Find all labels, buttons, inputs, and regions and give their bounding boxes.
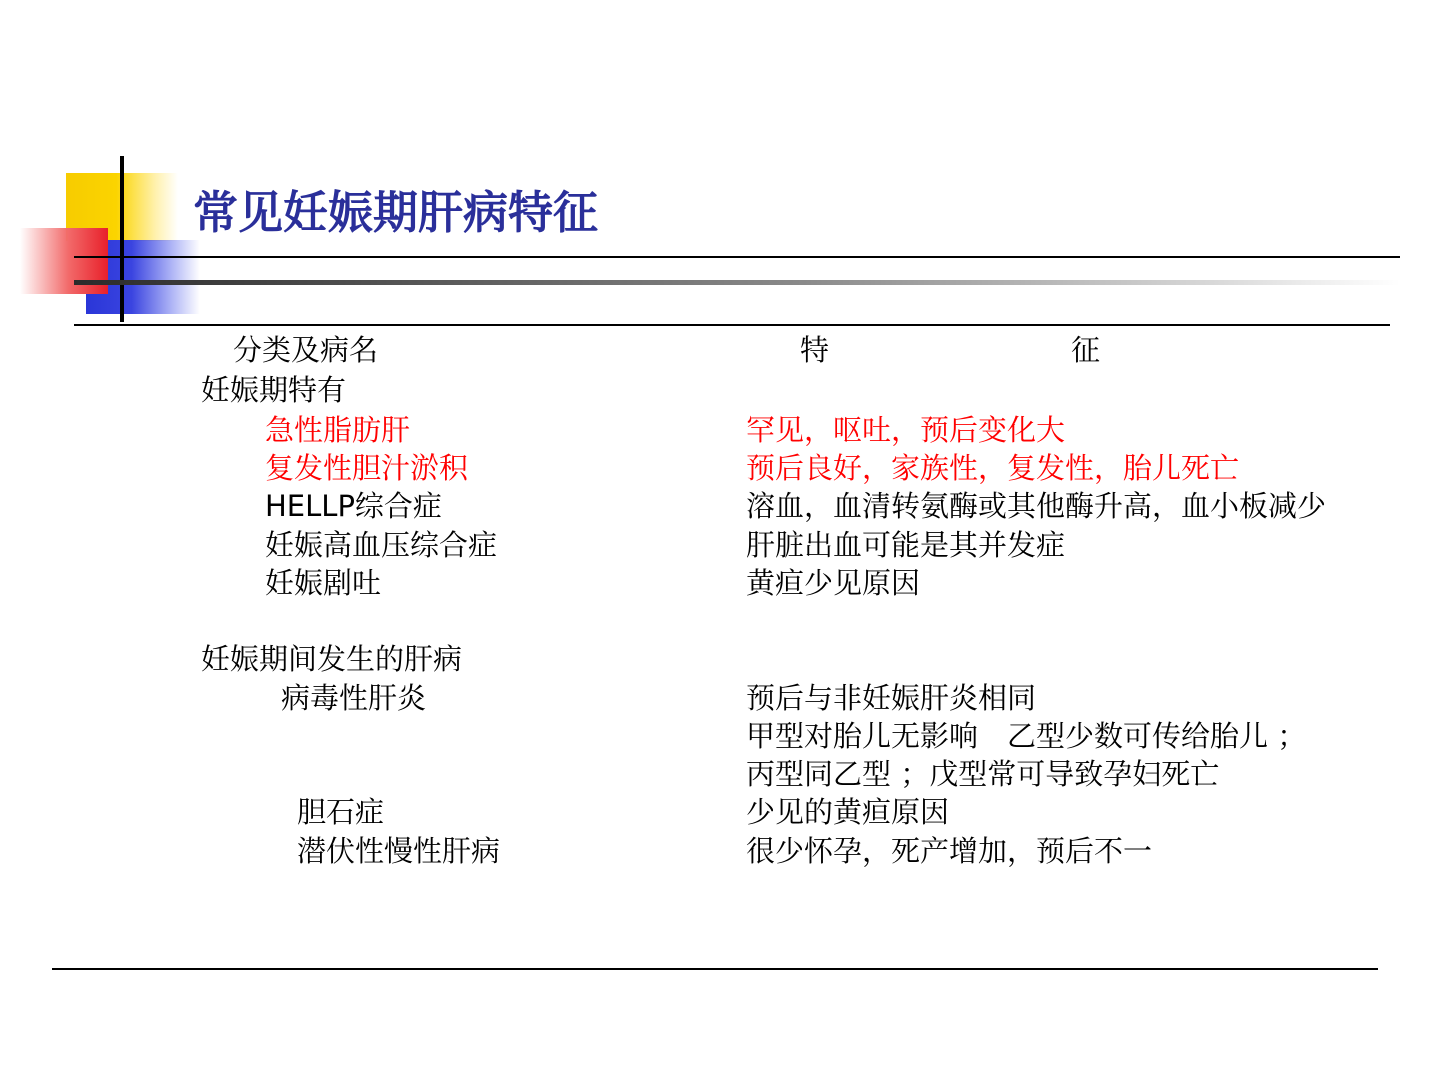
disease-name: 潜伏性慢性肝病 <box>297 834 501 868</box>
slide-title: 常见妊娠期肝病特征 <box>193 186 599 239</box>
disease-feature: 肝脏出血可能是其并发症 <box>746 528 1066 562</box>
group-heading: 妊娠期间发生的肝病 <box>201 642 463 676</box>
disease-name: 胆石症 <box>297 795 385 829</box>
title-underline <box>74 256 1400 258</box>
disease-feature: 预后与非妊娠肝炎相同 <box>746 681 1037 715</box>
table-bottom-rule <box>52 968 1378 970</box>
header-category: 分类及病名 <box>233 333 379 367</box>
disease-feature: 罕见，呕吐，预后变化大 <box>746 413 1066 447</box>
header-feature-a: 特 <box>800 333 830 367</box>
gradient-divider <box>74 280 1400 285</box>
vertical-accent-bar <box>120 156 124 322</box>
disease-feature-line3: 丙型同乙型 ；戊型常可导致孕妇死亡 <box>746 757 1220 791</box>
disease-name: 妊娠剧吐 <box>265 566 382 600</box>
disease-name: 妊娠高血压综合症 <box>265 528 498 562</box>
disease-name: 急性脂肪肝 <box>265 413 411 447</box>
table-top-rule <box>74 324 1390 326</box>
group-heading: 妊娠期特有 <box>201 373 347 407</box>
disease-feature: 黄疸少见原因 <box>746 566 921 600</box>
disease-name: 复发性胆汁淤积 <box>265 451 469 485</box>
disease-feature: 少见的黄疸原因 <box>746 795 950 829</box>
disease-feature: 很少怀孕，死产增加，预后不一 <box>746 834 1153 868</box>
disease-feature: 溶血，血清转氨酶或其他酶升高，血小板减少 <box>746 489 1327 523</box>
disease-name: HELLP综合症 <box>265 489 442 523</box>
disease-feature-line2: 甲型对胎儿无影响 乙型少数可传给胎儿 ； <box>746 719 1307 753</box>
disease-name: 病毒性肝炎 <box>281 681 427 715</box>
header-feature-b: 征 <box>1071 333 1101 367</box>
disease-feature: 预后良好，家族性，复发性，胎儿死亡 <box>746 451 1240 485</box>
